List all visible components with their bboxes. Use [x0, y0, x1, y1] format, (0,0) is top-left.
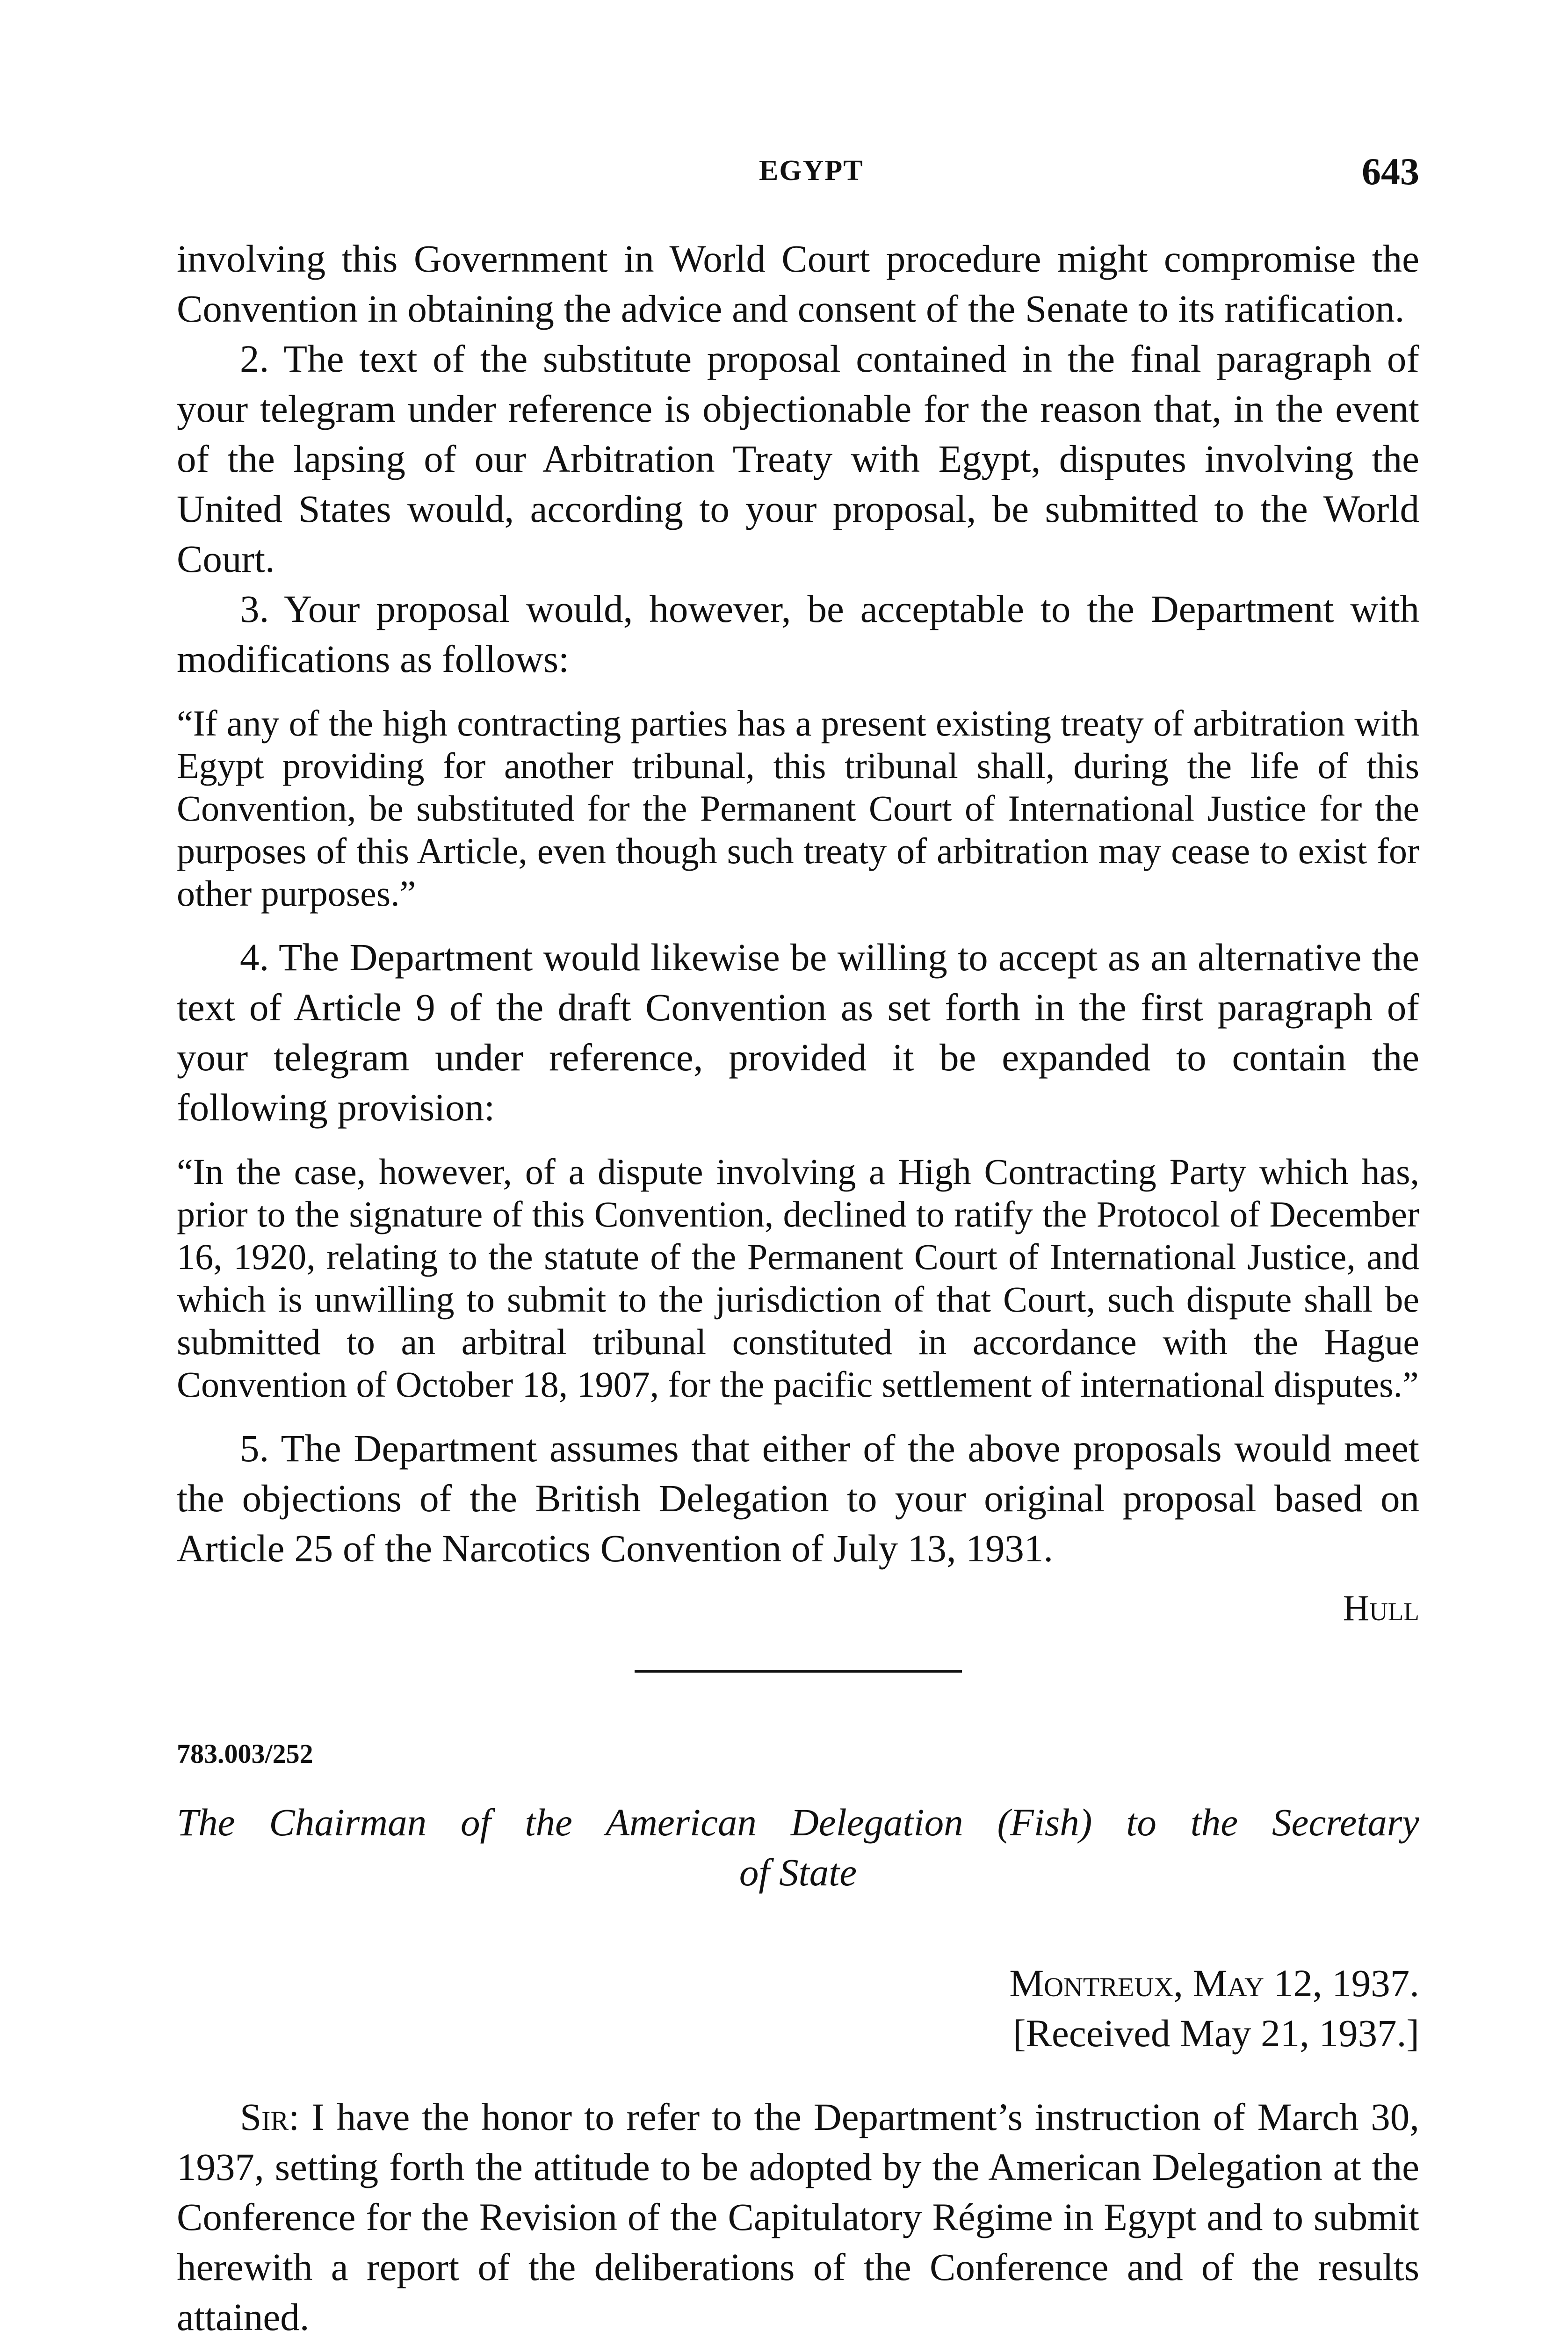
salutation: Sir — [240, 2095, 289, 2138]
signature-hull: Hull — [1343, 1588, 1419, 1628]
page-content — [177, 234, 1419, 2338]
document-heading-line-1: The Chairman of the American Delegation (Fish) to the Secretary — [177, 1801, 1419, 1844]
received-date: [Received May 21, 1937.] — [1013, 2012, 1419, 2055]
running-head: EGYPT — [759, 155, 864, 187]
page-header — [177, 150, 1419, 201]
paragraph-continuation: involving this Government in World Court procedure might compromise the Convention in obtaining the advice and consent of the Senate to its ratification. — [177, 237, 1419, 330]
quoted-provision-2: “In the case, however, of a dispute involving a High Contracting Party which has, prior to the signature of this Convention, declined to ratify the Protocol of December 16, 1920, relating to the statute of the Permanent Court of International Justice, and which is unwilling to submit to the jurisdiction of that Court, such dispute shall be submitted to an arbitral tribunal constituted in accordance with the Hague Convention of October 18, 1907, for the pacific settlement of international disputes.” — [177, 1151, 1419, 1405]
paragraph-2: 2. The text of the substitute proposal contained in the final paragraph of your telegram under reference is objectionable for the reason that, in the event of the lapsing of our Arbitration Treaty with Egypt, disputes involving the United States would, according to your proposal, be submitted to the World Court. — [177, 337, 1419, 580]
dateline-place-date: Montreux, May 12, 1937. — [1009, 1962, 1419, 2005]
paragraph-4: 4. The Department would likewise be willing to accept as an alternative the text of Article 9 of the draft Convention as set forth in the first paragraph of your telegram under reference, provided it be expanded to contain the following provision: — [177, 936, 1419, 1129]
letter-body-paragraph — [177, 2092, 1419, 2338]
paragraph-3: 3. Your proposal would, however, be acceptable to the Department with modifications as follows: — [177, 587, 1419, 680]
letter-body-text: : I have the honor to refer to the Department’s instruction of March 30, 1937, setting forth the attitude to be adopted by the American Delegation at the Conference for the Revision of the Capitulatory Régime in Egypt and to submit herewith a report of the deliberations of the Conference and of the results attained. — [177, 2095, 1419, 2338]
quoted-provision-1: “If any of the high contracting parties has a present existing treaty of arbitration with Egypt providing for another tribunal, this tribunal shall, during the life of this Convention, be substituted for the Permanent Court of International Justice for the purposes of this Article, even though such treaty of arbitration may cease to exist for other purposes.” — [177, 703, 1419, 914]
paragraph-5: 5. The Department assumes that either of the above proposals would meet the objections of the British Delegation to your original proposal based on Article 25 of the Narcotics Convention of July 13, 1931. — [177, 1427, 1419, 1570]
section-divider — [635, 1670, 962, 1673]
page-number: 643 — [1362, 150, 1419, 193]
dateline — [919, 1958, 1419, 2058]
file-number: 783.003/252 — [177, 1739, 313, 1769]
document-heading-line-2: of State — [739, 1851, 857, 1894]
